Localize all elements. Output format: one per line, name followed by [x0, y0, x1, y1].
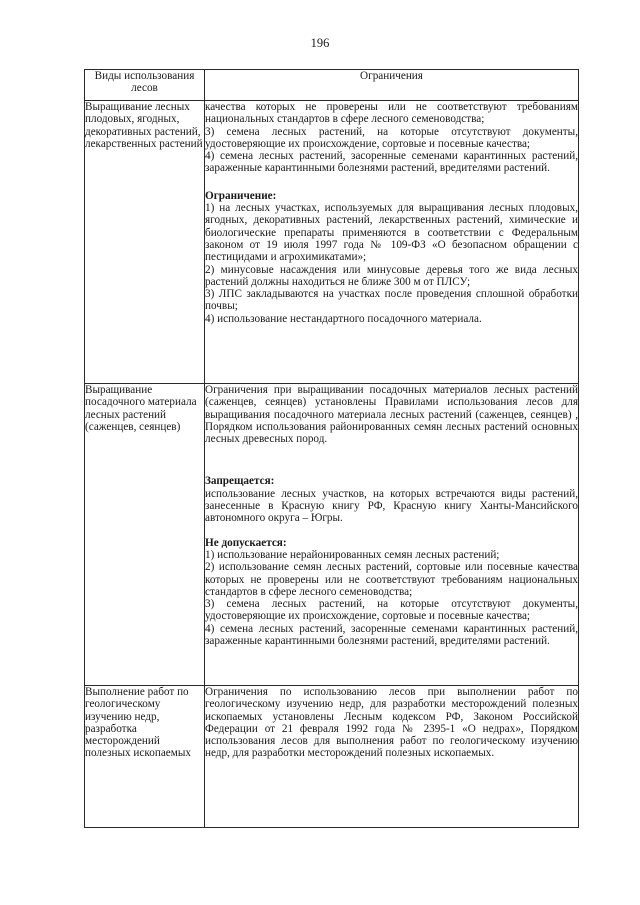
header-restrictions: Ограничения: [205, 70, 579, 101]
list-item: качества которых не проверены или не соответствуют требованиям национальных стандартов в сфере лесного семеноводства;: [205, 101, 578, 126]
section-heading: Не допускается:: [205, 536, 287, 549]
paragraph: Ограничения при выращивании посадочных материалов лесных растений (саженцев, сеянцев) установлены Правилами использования лесов для выращивания посадочного материала лесных растений (саженцев, сеянцев) , Порядком использования районированных семян лесных растений основных лесных древесных пород.: [205, 384, 578, 446]
list-item: 2) использование семян лесных растений, сортовые или посевные качества которых не проверены или не соответствуют требованиям национальных стандартов в сфере лесного семеноводства;: [205, 561, 578, 598]
list-item: 1) использование нерайонированных семян лесных растений;: [205, 548, 500, 561]
list-item: 4) семена лесных растений, засоренные семенами карантинных растений, зараженные карантинными болезнями растений, вредителями растений.: [205, 150, 578, 175]
table-header-row: [85, 70, 579, 101]
list-item: 1) на лесных участках, используемых для выращивания лесных плодовых, ягодных, декоративных растений, лекарственных растений, химические и биологические препараты применяются в соответствии с Федеральным законом от 19 июля 1997 года № 109-ФЗ «О безопасном обращении с пестицидами и агрохимикатами»;: [205, 202, 578, 264]
section-heading: Запрещается:: [205, 475, 275, 488]
use-type-text: Выращивание посадочного материала лесных растений (саженцев, сеянцев): [85, 384, 197, 433]
paragraph: использование лесных участков, на которых встречаются виды растений, занесенные в Красную книгу РФ, Красную книгу Ханты-Мансийского автономного округа – Югры.: [205, 487, 578, 525]
list-item: 3) семена лесных растений, на которые отсутствуют документы, удостоверяющие их происхождение, сортовые и посевные качества;: [205, 125, 578, 150]
table-row: [85, 686, 579, 828]
section-heading: Ограничение:: [205, 189, 277, 202]
paragraph: Ограничения по использованию лесов при выполнении работ по геологическому изучению недр, для разработки месторождений полезных ископаемых установлены Лесным кодексом РФ, Законом Российской Федерации от 21 февраля 1992 года № 2395-1 «О недрах», Порядком использования лесов для выполнения работ по геологическому изучению недр, для разработки месторождений полезных ископаемых.: [205, 686, 578, 760]
use-type-cell: [85, 384, 205, 686]
use-type-text: Выполнение работ по геологическому изучению недр, разработка месторождений полезных ископаемых: [85, 686, 191, 760]
use-type-cell: [85, 101, 205, 384]
header-use-types: Виды использования лесов: [85, 70, 205, 101]
use-type-text: Выращивание лесных плодовых, ягодных, декоративных растений, лекарственных растений: [85, 101, 203, 150]
list-item: 4) использование нестандартного посадочного материала.: [205, 312, 482, 325]
list-item: 2) минусовые насаждения или минусовые деревья того же вида лесных растений должны находиться не ближе 300 м от ПЛСУ;: [205, 263, 578, 288]
table-row: [85, 101, 579, 384]
list-item: 4) семена лесных растений, засоренные семенами карантинных растений, зараженные карантинными болезнями растений, вредителями растений.: [205, 622, 578, 648]
list-item: 3) семена лесных растений, на которые отсутствуют документы, удостоверяющие их происхождение, сортовые и посевные качества;: [205, 598, 578, 623]
use-type-cell: [85, 686, 205, 828]
restrictions-cell: [205, 101, 579, 384]
restrictions-cell: [205, 686, 579, 828]
restrictions-table: [84, 69, 579, 828]
list-item: 3) ЛПС закладываются на участках после проведения сплошной обработки почвы;: [205, 288, 578, 313]
page-number: 196: [310, 36, 330, 50]
restrictions-cell: [205, 384, 579, 686]
table-row: [85, 384, 579, 686]
